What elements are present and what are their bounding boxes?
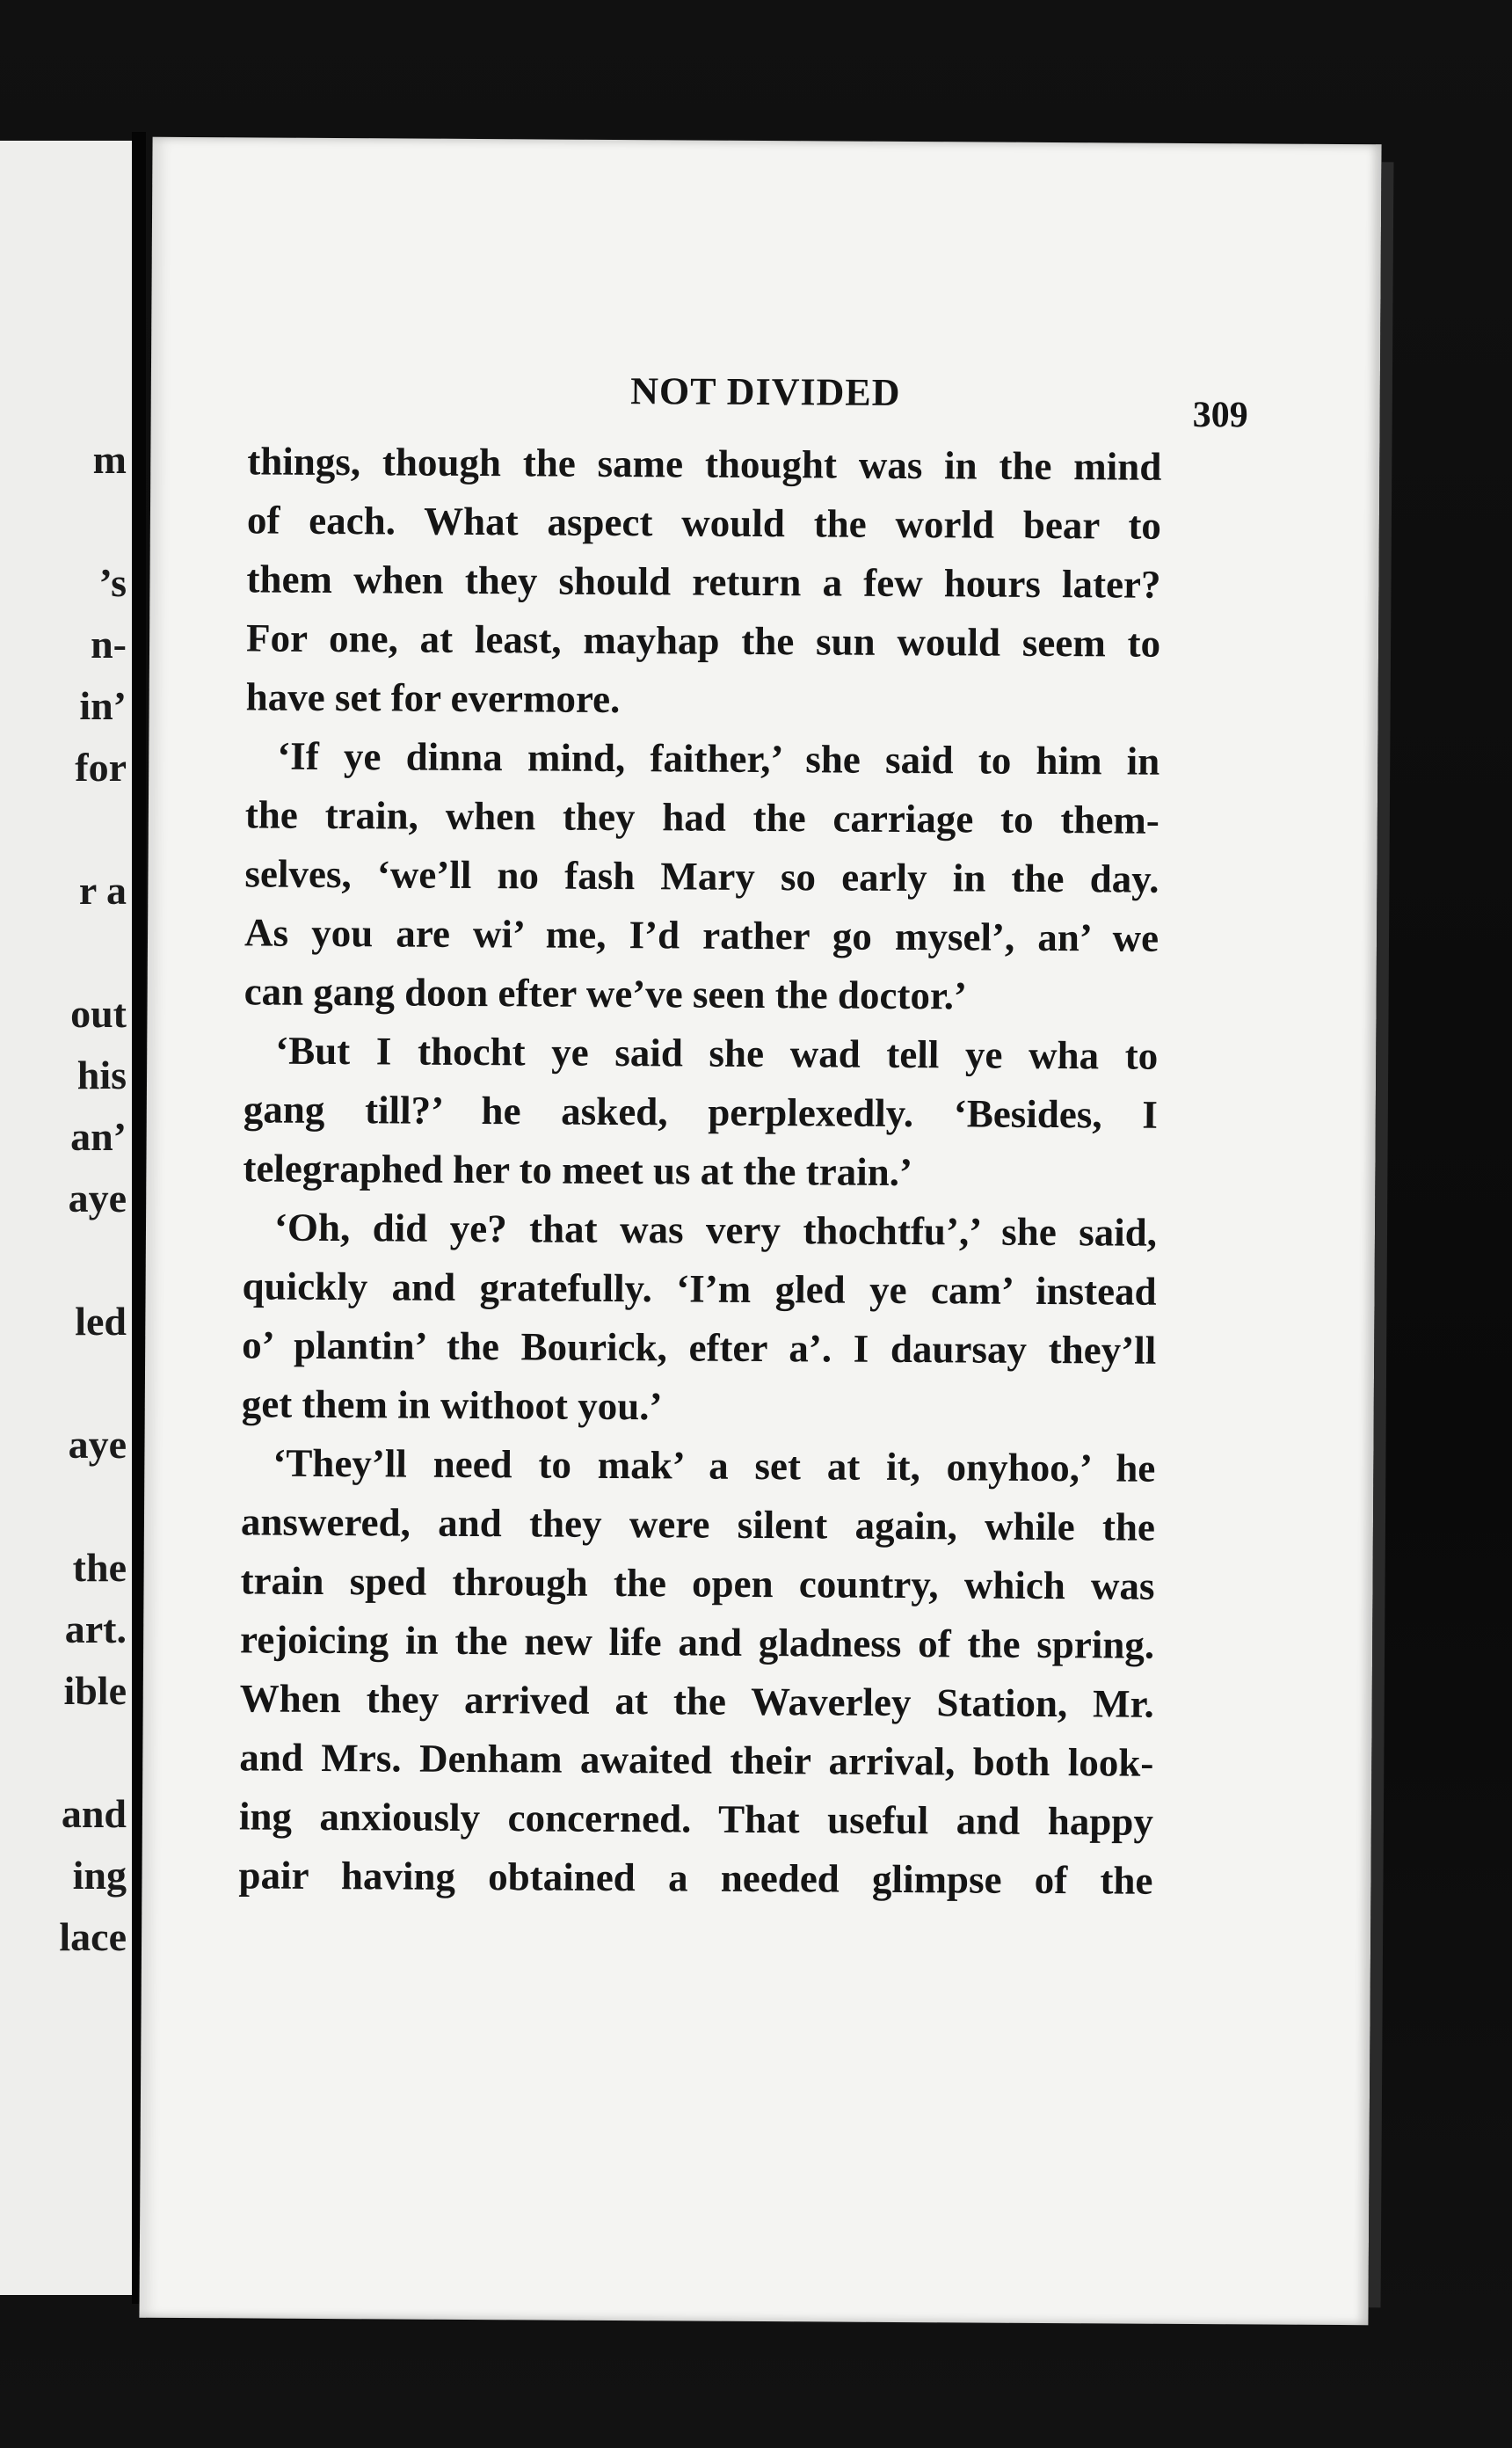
left-page-fragment: and <box>61 1791 127 1836</box>
left-page-fragment: in’ <box>79 683 127 728</box>
left-page-fragment: for <box>75 745 127 790</box>
text-line: o’ plantin’ the Bourick, efter a’. I daursay they’ll <box>242 1322 1157 1373</box>
left-page-fragment: aye <box>68 1176 127 1220</box>
left-page-fragment: ible <box>63 1668 127 1713</box>
text-line: and Mrs. Denham awaited their arrival, both look- <box>239 1735 1154 1785</box>
text-line: gang till?’ he asked, perplexedly. ‘Besides, I <box>243 1087 1158 1137</box>
text-line: quickly and gratefully. ‘I’m gled ye cam’ instead <box>242 1264 1157 1314</box>
left-page-fragment: art. <box>64 1606 127 1651</box>
left-page-fragment: the <box>72 1545 127 1590</box>
text-line: selves, ‘we’ll no fash Mary so early in the day. <box>244 851 1159 901</box>
text-line: telegraphed her to meet us at the train.’ <box>243 1146 913 1195</box>
left-page-fragment: out <box>70 991 127 1036</box>
left-page-fragment: n- <box>91 622 127 667</box>
text-line: pair having obtained a needed glimpse of the <box>238 1853 1153 1903</box>
left-facing-page <box>0 141 132 2295</box>
book-page <box>139 137 1381 2325</box>
text-line: ‘If ye dinna mind, faither,’ she said to him in <box>277 733 1160 783</box>
text-line: ‘Oh, did ye? that was very thochtfu’,’ she said, <box>273 1205 1158 1255</box>
text-line: can gang doon efter we’ve seen the doctor.’ <box>244 969 968 1018</box>
text-line: ‘But I thocht ye said she wad tell ye wha to <box>275 1028 1159 1078</box>
page-edge-shadow <box>1369 162 1394 2307</box>
body-text <box>238 432 1161 1910</box>
left-page-fragment: his <box>76 1053 127 1097</box>
text-line: When they arrived at the Waverley Station, Mr. <box>239 1676 1154 1726</box>
running-head-title: NOT DIVIDED <box>630 369 901 414</box>
text-line: get them in withoot you.’ <box>241 1381 663 1429</box>
text-line: them when they should return a few hours later? <box>246 557 1161 607</box>
left-page-fragment: lace <box>59 1914 127 1959</box>
text-line: For one, at least, mayhap the sun would seem to <box>245 616 1161 666</box>
text-line: answered, and they were silent again, while the <box>240 1499 1156 1549</box>
text-line: have set for evermore. <box>245 674 621 722</box>
left-page-fragment: m <box>92 437 127 482</box>
left-page-fragment: led <box>75 1299 127 1344</box>
text-line: ‘They’ll need to mak’ a set at it, onyhoo,’ he <box>273 1440 1156 1490</box>
text-line: of each. What aspect would the world bear to <box>246 498 1162 548</box>
page-number: 309 <box>1192 394 1248 436</box>
left-page-fragment: an’ <box>70 1114 127 1159</box>
left-page-fragment: r a <box>78 868 127 913</box>
left-page-fragment: aye <box>68 1422 127 1467</box>
left-page-fragment: ’s <box>98 560 127 605</box>
text-line: things, though the same thought was in the mind <box>247 439 1162 489</box>
text-line: train sped through the open country, which was <box>240 1558 1155 1608</box>
text-line: rejoicing in the new life and gladness of the spring. <box>239 1617 1155 1667</box>
left-page-fragment: ing <box>72 1853 127 1898</box>
text-line: ing anxiously concerned. That useful and happy <box>238 1794 1154 1844</box>
text-line: the train, when they had the carriage to them- <box>244 792 1160 842</box>
text-line: As you are wi’ me, I’d rather go mysel’, an’ we <box>244 910 1159 960</box>
